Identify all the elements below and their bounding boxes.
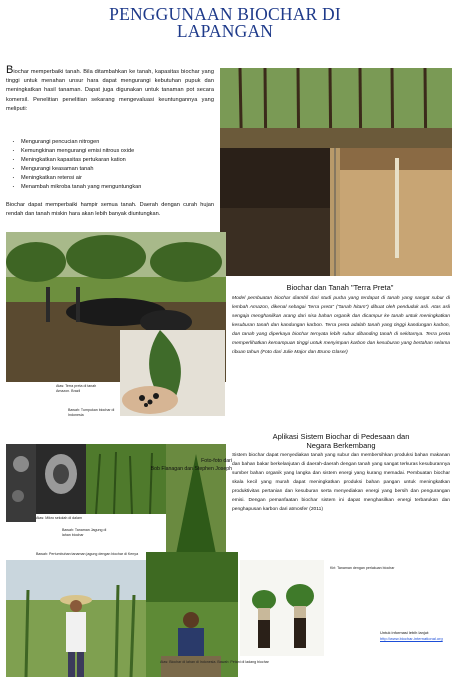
- caption-5: Bawah: Pertumbuhan tanaman jagung dengan biochar di Kenya: [36, 552, 139, 556]
- photo-microscope-left: [6, 444, 36, 522]
- heading-aplikasi-line-2: Negara Berkembang: [306, 441, 376, 450]
- list-item: · Kemungkinan mengurangi emisi nitrous oxide: [12, 147, 212, 156]
- caption-7: Kiri: Tanaman dengan perlakuan biochar: [330, 566, 395, 570]
- photo-credit-names: Bob Flanagan dan Stephen Joseph: [150, 465, 232, 472]
- photo-soil-profile: [220, 128, 452, 276]
- list-item: · Mengurangi pencucian nitrogen: [12, 138, 212, 147]
- photo-seedlings: [240, 560, 324, 656]
- list-item: · Meningkatkan kapasitas pertukaran kation: [12, 156, 212, 165]
- photo-microscope-mid: [36, 444, 86, 514]
- terra-preta-body: Model pembuatan biochar diambil dari studi purba yang terdapat di tanah yang sangat subur di lembah Amazon, dikenal sebagai "terra preta" ("tanah hitam") dibuat oleh penduduk asli. Atas asli sengaja menghasilkan arang dari sisa bahan organik dan dicampur ke tanah untuk meningkatkan kesuburan tanah dan kandungan karbon. Terra preta adalah tanah yang tinggi kandungan karbon, dan tanah yang diperkaya biochar ternyata lebih subur dibanding tanah di sekitarnya. Terra preta memperlihatkan kemampuan tinggi untuk menyimpan karbon dan kesuburan yang bertahan selama ribuan tahun (Foto dari Julie Major dan Bruno Glaser): [232, 296, 450, 355]
- caption-6: Atas: Biochar di lahan di Indonesia. Bawah: Petani di ladang biochar: [160, 660, 269, 664]
- photo-corn-rows: [86, 444, 166, 514]
- caption-3: Atas: Mikro sekolah di dalam: [36, 516, 82, 520]
- benefits-list: [12, 138, 212, 192]
- heading-aplikasi-line-1: Aplikasi Sistem Biochar di Pedesaan dan: [272, 432, 410, 441]
- photo-biochar-hand: [120, 330, 225, 416]
- intro-paragraph: [6, 66, 214, 114]
- caption-1: Atas: Terra preta di tanah Amazon. Brazil: [56, 384, 97, 393]
- intro-dropcap: B: [6, 64, 14, 76]
- aplikasi-body: Sistem biochar dapat menyediakan tanah yang subur dan membersihkan produksi bahan makanan dan bahan bakar berkelanjutan di daerah-daerah dengan tanah yang sangat terkuras kesuburannya sumber bahan organik yang langka dan sistem energi yang kurang memadai. Pembuatan biochar skala kecil yang murah dapat meningkatkan produksi bahan pangan untuk meningkatkan produktivitas pertanian dan kesuburan serta menyediakan energi yang bersih dan pengurangan emisi. Dengan pemanfaatan biochar sistem ini dapat menghasilkan energi terbarukan dan penghapusan karbon dari atmosfer (2011): [232, 453, 450, 512]
- photo-credit: [112, 458, 232, 473]
- contact-block: [380, 630, 450, 641]
- title-line-2: LAPANGAN: [176, 21, 274, 41]
- heading-aplikasi: [232, 432, 450, 450]
- list-item: · Menambah mikroba tanah yang menguntungkan: [12, 183, 212, 192]
- list-item: · Meningkatkan retensi air: [12, 174, 212, 183]
- caption-2: Bawah: Tumpukan biochar di Indonesia: [68, 408, 115, 417]
- photo-farmer-field: [6, 560, 146, 677]
- title-line-1: PENGGUNAAN BIOCHAR DI: [109, 4, 341, 24]
- contact-heading: Untuk informasi lebih lanjut:: [380, 630, 430, 635]
- heading-terra-preta: Biochar dan Tanah "Terra Preta": [286, 283, 394, 292]
- outro-paragraph: Biochar dapat memperbaiki hampir semua tanah. Daerah dengan curah hujan rendah dan tanah miskin hara akan lebih banyak diuntungkan.: [6, 202, 214, 217]
- intro-text: iochar memperbaiki tanah. Bila ditambahkan ke tanah, kapasitas biochar yang tinggi untuk menahan unsur hara dapat mengurangi kebutuhan pupuk dan meningkatkan hasil tanaman. Dapat juga digunakan untuk tanaman pot secara komersil. Penelitian penelitian sekarang mengevaluasi keuntungannya yang meliputi:: [6, 69, 214, 112]
- photo-farmer-sitting: [146, 552, 238, 677]
- photo-credit-label: Foto-foto dari: [201, 458, 232, 464]
- list-item: · Mengurangi keasaman tanah: [12, 165, 212, 174]
- page-title: [60, 6, 390, 40]
- contact-link[interactable]: http://www.biochar-international.org: [380, 635, 443, 641]
- caption-4: Bawah: Tanaman Jagung di lahan biochar: [62, 528, 107, 537]
